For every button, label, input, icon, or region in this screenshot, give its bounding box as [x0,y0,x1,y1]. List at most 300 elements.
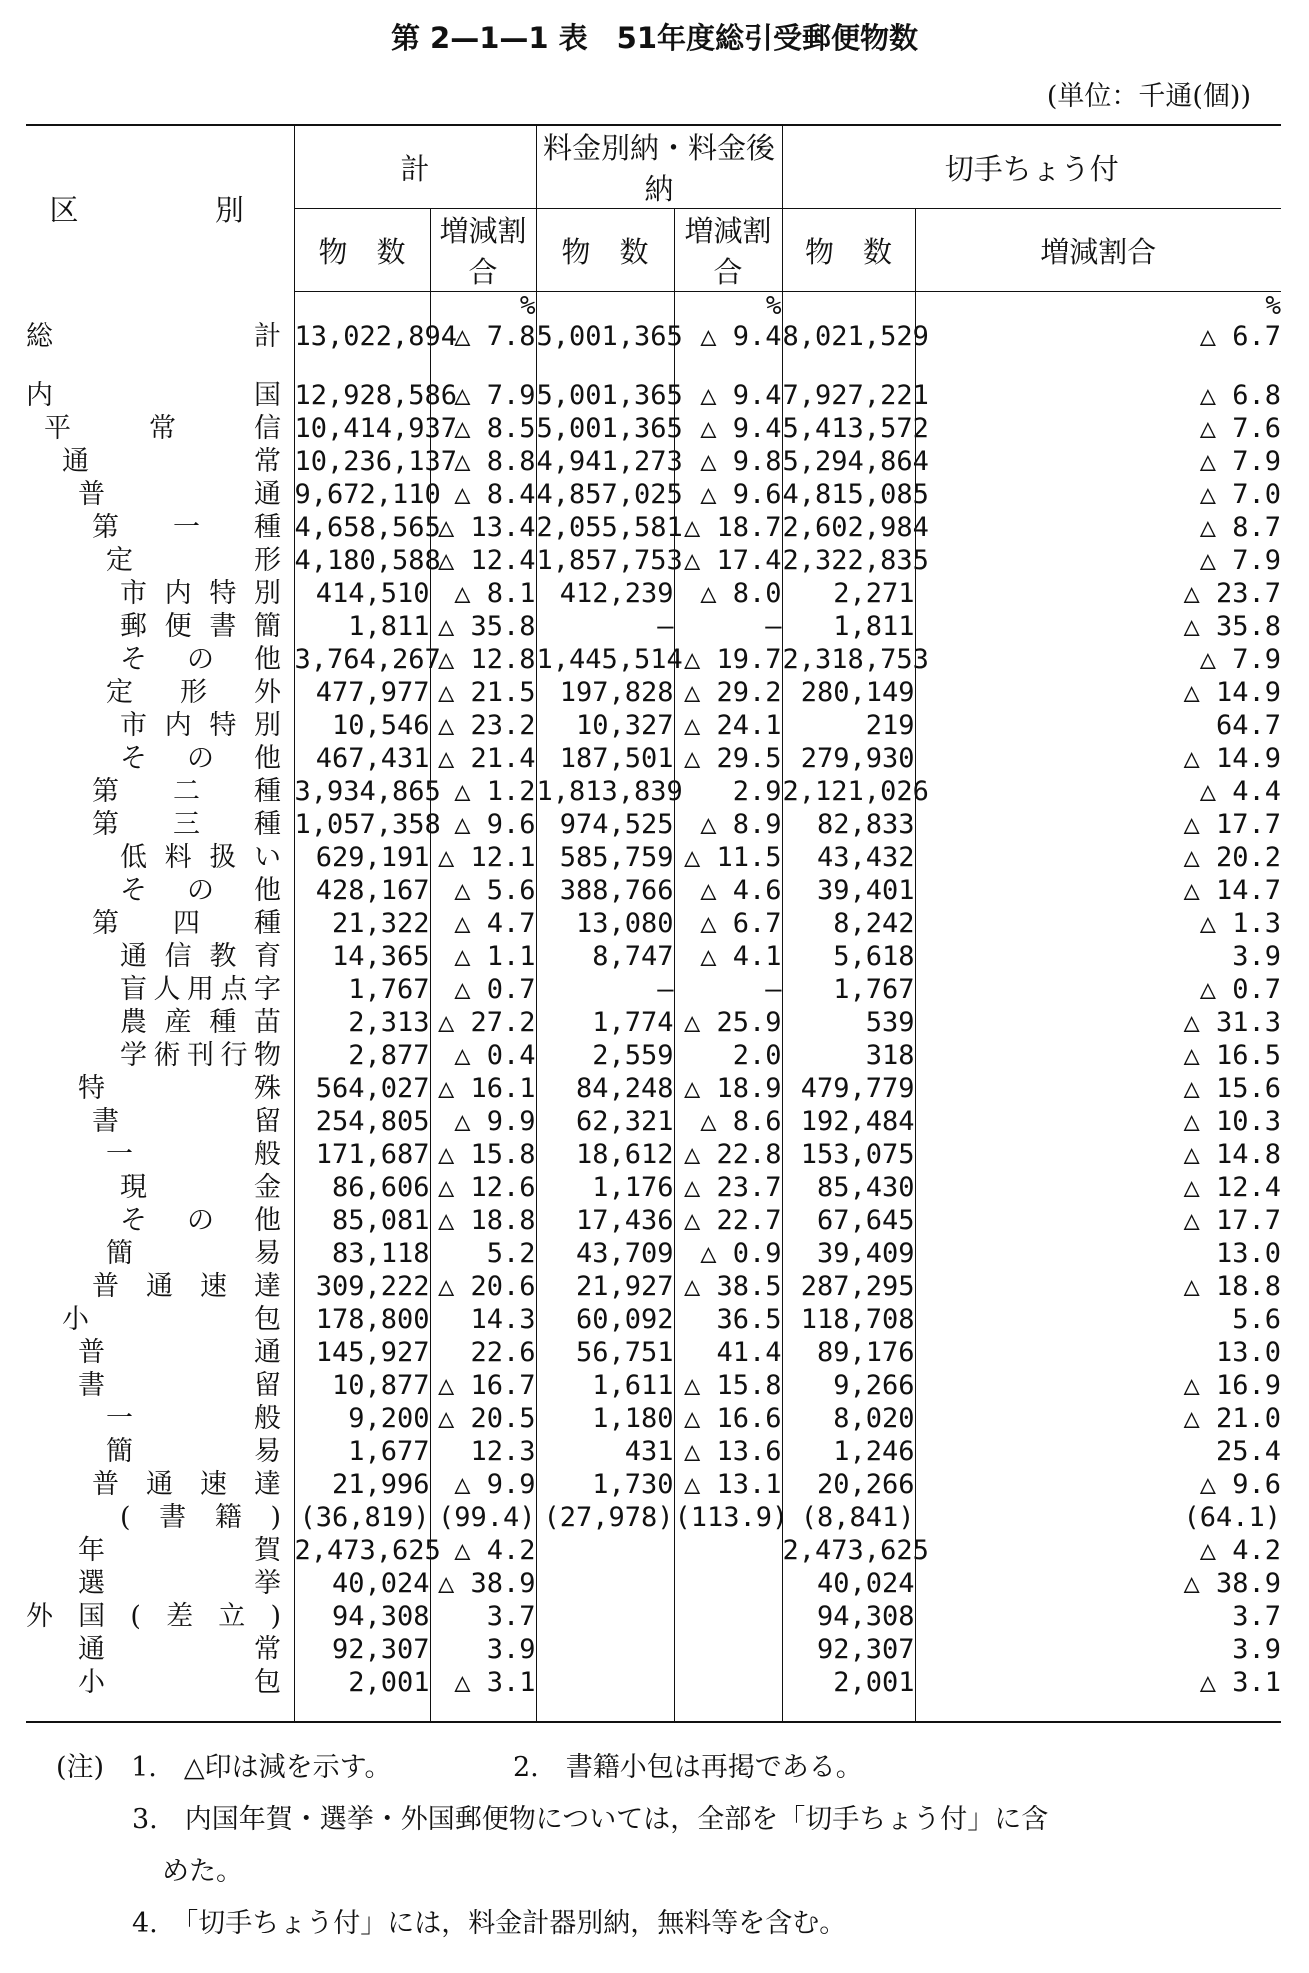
table-row [26,1039,1281,1072]
change-cell: △ 4.4 [915,775,1281,808]
change-cell: △ 18.8 [915,1270,1281,1303]
count-cell: 1,811 [782,610,915,643]
table-row [26,544,1281,577]
count-cell: 5,001,365 [536,380,683,411]
count-cell: 4,658,565 [294,512,441,543]
count-cell: 1,180 [536,1402,674,1435]
table-row [26,1204,1281,1237]
table-body [26,292,1281,1723]
count-cell: 94,308 [294,1600,430,1633]
change-cell: △ 23.7 [915,577,1281,610]
table-row [26,610,1281,643]
change-cell: △ 17.7 [915,1204,1281,1237]
row-label: その他 [120,875,281,906]
count-cell: 8,747 [536,940,674,973]
change-cell: △ 18.9 [674,1072,782,1105]
count-cell: 1,857,753 [536,545,683,576]
row-label: 第一種 [92,512,281,543]
count-cell: — [536,610,674,643]
count-cell: 12,928,586 [294,380,458,411]
count-cell: 94,308 [782,1600,915,1633]
count-cell: 85,081 [294,1204,430,1237]
percent-unit: % [674,292,782,321]
change-cell: △ 12.6 [430,1171,536,1204]
row-label: 特殊 [78,1073,281,1104]
change-cell: △ 38.9 [915,1567,1281,1600]
count-cell: 1,730 [536,1468,674,1501]
change-cell: △ 7.8 [430,320,536,353]
change-cell: 12.3 [430,1435,536,1468]
count-cell: 92,307 [782,1633,915,1666]
table-row [26,1633,1281,1666]
count-cell: — [536,973,674,1006]
change-cell: △ 0.4 [430,1039,536,1072]
change-cell: — [674,610,782,643]
count-cell: 9,200 [294,1402,430,1435]
count-cell: 414,510 [294,577,430,610]
row-label: 一般 [106,1403,281,1434]
change-cell: △ 6.7 [674,907,782,940]
change-cell: △ 14.9 [915,676,1281,709]
change-cell: △ 8.5 [430,412,536,445]
change-cell: △ 20.6 [430,1270,536,1303]
row-label: 市内特別 [120,578,281,609]
count-cell: 118,708 [782,1303,915,1336]
count-cell: 477,977 [294,676,430,709]
count-cell: 10,414,937 [294,413,458,444]
change-cell: 3.7 [430,1600,536,1633]
count-cell: 2,877 [294,1039,430,1072]
count-cell: 467,431 [294,742,430,775]
table-row [26,1336,1281,1369]
count-cell: 1,677 [294,1435,430,1468]
table-row [26,1138,1281,1171]
count-cell: 2,271 [782,577,915,610]
change-cell: (113.9) [674,1502,789,1533]
change-cell: △ 8.9 [674,808,782,841]
change-cell [674,1633,782,1666]
count-cell: 8,021,529 [782,321,929,352]
count-cell: 564,027 [294,1072,430,1105]
change-cell: △ 7.9 [915,445,1281,478]
note-3-cont: めた。 [162,1856,243,1887]
count-cell: 5,618 [782,940,915,973]
change-cell: △ 8.8 [430,445,536,478]
table-row [26,973,1281,1006]
table-row [26,709,1281,742]
change-cell: △ 22.8 [674,1138,782,1171]
count-cell: 479,779 [782,1072,915,1105]
count-cell: 4,941,273 [536,446,683,477]
table-row [26,1303,1281,1336]
count-cell: 10,236,137 [294,446,458,477]
count-cell: (8,841) [782,1501,915,1534]
percent-unit: % [430,292,536,321]
count-cell: 431 [536,1435,674,1468]
row-label: 低料扱い [120,842,281,873]
count-cell: 40,024 [782,1567,915,1600]
header-category: 区 別 [49,193,270,228]
change-cell: △ 13.4 [430,511,536,544]
change-cell: △ 1.3 [915,907,1281,940]
row-label: 通信教育 [120,941,281,972]
change-cell: 13.0 [915,1237,1281,1270]
change-cell [674,1534,782,1567]
header-count: 物 数 [536,209,674,292]
count-cell: 287,295 [782,1270,915,1303]
table-title: 第 2—1—1 表 51年度総引受郵便物数 [390,21,919,55]
count-cell [536,1666,674,1699]
count-cell: 17,436 [536,1204,674,1237]
change-cell: △ 5.6 [430,874,536,907]
count-cell: 388,766 [536,874,674,907]
table-row [26,1435,1281,1468]
count-cell: 43,709 [536,1237,674,1270]
table-row [26,643,1281,676]
count-cell: 21,322 [294,907,430,940]
change-cell: △ 0.9 [674,1237,782,1270]
count-cell: 219 [782,709,915,742]
count-cell: 8,242 [782,907,915,940]
count-cell: 2,473,625 [294,1535,441,1566]
header-change: 増減割合 [915,209,1281,292]
change-cell: △ 3.1 [915,1666,1281,1699]
count-cell: 1,811 [294,610,430,643]
count-cell: 9,266 [782,1369,915,1402]
count-cell: 43,432 [782,841,915,874]
change-cell: △ 13.1 [674,1468,782,1501]
table-row [26,907,1281,940]
row-label: 市内特別 [120,710,281,741]
table-row [26,1600,1281,1633]
count-cell: 21,996 [294,1468,430,1501]
change-cell: △ 13.6 [674,1435,782,1468]
change-cell: △ 21.4 [430,742,536,775]
header-total: 計 [294,125,536,209]
count-cell: 2,473,625 [782,1535,929,1566]
table-row [26,478,1281,511]
change-cell: △ 3.1 [430,1666,536,1699]
change-cell: △ 12.4 [430,544,536,577]
table-row [26,412,1281,445]
row-label: 普通 [78,479,281,510]
count-cell: 85,430 [782,1171,915,1204]
count-cell [536,1633,674,1666]
notes-prefix: (注) [56,1752,105,1783]
count-cell [536,1567,674,1600]
change-cell: △ 18.7 [674,511,782,544]
row-label: 定形 [106,545,281,576]
change-cell: △ 4.2 [915,1534,1281,1567]
notes [56,1742,1286,1950]
change-cell: △ 7.9 [915,643,1281,676]
change-cell: △ 15.8 [674,1369,782,1402]
count-cell: 1,813,839 [536,776,683,807]
change-cell: △ 4.1 [674,940,782,973]
change-cell: △ 12.8 [430,643,536,676]
count-cell [536,1534,674,1567]
count-cell: 1,767 [294,973,430,1006]
count-cell: 2,001 [294,1666,430,1699]
note-3: 3. 内国年賀・選挙・外国郵便物については，全部を「切手ちょう付」に含 [132,1804,1049,1835]
count-cell: 197,828 [536,676,674,709]
change-cell: 13.0 [915,1336,1281,1369]
row-label: 定形外 [106,677,281,708]
table-row [26,874,1281,907]
table-row [26,511,1281,544]
count-cell: 974,525 [536,808,674,841]
count-cell: (36,819) [294,1501,430,1534]
table-row [26,577,1281,610]
header-stamped: 切手ちょう付 [782,125,1281,209]
row-label: 一般 [106,1139,281,1170]
count-cell: 5,001,365 [536,413,683,444]
table-row [26,1270,1281,1303]
count-cell: 82,833 [782,808,915,841]
count-cell: 39,409 [782,1237,915,1270]
change-cell: △ 4.6 [674,874,782,907]
change-cell: △ 10.3 [915,1105,1281,1138]
count-cell: 2,313 [294,1006,430,1039]
change-cell: △ 1.2 [430,775,536,808]
count-cell: 5,001,365 [536,321,683,352]
change-cell: △ 11.5 [674,841,782,874]
change-cell: △ 29.2 [674,676,782,709]
count-cell: 2,055,581 [536,512,683,543]
change-cell: △ 14.7 [915,874,1281,907]
count-cell: 62,321 [536,1105,674,1138]
change-cell: △ 4.7 [430,907,536,940]
count-cell: (27,978) [536,1501,674,1534]
row-label: 普通速達 [92,1271,281,1302]
change-cell: △ 7.9 [430,379,536,412]
change-cell: △ 7.0 [915,478,1281,511]
row-label: 農産種苗 [120,1007,281,1038]
table-row [26,1567,1281,1600]
change-cell: △ 9.8 [674,445,782,478]
change-cell: △ 0.7 [430,973,536,1006]
count-cell: 84,248 [536,1072,674,1105]
count-cell: 585,759 [536,841,674,874]
change-cell: △ 35.8 [915,610,1281,643]
change-cell: 41.4 [674,1336,782,1369]
change-cell: △ 18.8 [430,1204,536,1237]
count-cell: 2,121,026 [782,776,929,807]
count-cell: 145,927 [294,1336,430,1369]
change-cell: △ 8.1 [430,577,536,610]
change-cell: 5.2 [430,1237,536,1270]
change-cell: △ 8.0 [674,577,782,610]
count-cell: 67,645 [782,1204,915,1237]
change-cell: △ 1.1 [430,940,536,973]
count-cell: 89,176 [782,1336,915,1369]
row-label: 平常信 [44,413,281,444]
header-count: 物 数 [294,209,430,292]
count-cell: 1,445,514 [536,644,683,675]
count-cell: 2,322,835 [782,545,929,576]
change-cell: △ 16.6 [674,1402,782,1435]
change-cell: △ 15.6 [915,1072,1281,1105]
change-cell: △ 16.5 [915,1039,1281,1072]
change-cell: △ 15.8 [430,1138,536,1171]
change-cell: △ 9.4 [674,412,782,445]
table-row [26,742,1281,775]
change-cell: △ 27.2 [430,1006,536,1039]
count-cell: 3,764,267 [294,644,441,675]
row-label: 通常 [78,1634,281,1665]
count-cell: 309,222 [294,1270,430,1303]
count-cell: 20,266 [782,1468,915,1501]
change-cell: △ 8.4 [430,478,536,511]
change-cell: △ 25.9 [674,1006,782,1039]
row-label: 簡易 [106,1238,281,1269]
count-cell: 8,020 [782,1402,915,1435]
change-cell: △ 9.6 [430,808,536,841]
note-4: 4. 「切手ちょう付」には，料金計器別納，無料等を含む。 [132,1908,847,1939]
change-cell: 3.9 [430,1633,536,1666]
change-cell: △ 9.4 [674,379,782,412]
table-row [26,775,1281,808]
count-cell: 10,327 [536,709,674,742]
change-cell: △ 19.7 [674,643,782,676]
table-row [26,1369,1281,1402]
count-cell: 10,877 [294,1369,430,1402]
count-cell: 1,774 [536,1006,674,1039]
change-cell: 3.9 [915,940,1281,973]
row-label: 郵便書簡 [120,611,281,642]
change-cell: △ 31.3 [915,1006,1281,1039]
table-row [26,1237,1281,1270]
table-row [26,940,1281,973]
change-cell: △ 16.1 [430,1072,536,1105]
change-cell: △ 9.4 [674,320,782,353]
change-cell: △ 7.9 [915,544,1281,577]
count-cell: 1,767 [782,973,915,1006]
change-cell: — [674,973,782,1006]
row-label: 普通 [78,1337,281,1368]
count-cell: 13,080 [536,907,674,940]
row-label: 総計 [26,321,281,352]
count-cell: 5,413,572 [782,413,929,444]
change-cell: 22.6 [430,1336,536,1369]
row-label: その他 [120,743,281,774]
count-cell: 56,751 [536,1336,674,1369]
table-row [26,1171,1281,1204]
change-cell: (99.4) [430,1501,536,1534]
count-cell: 9,672,110 [294,479,441,510]
table-row [26,1105,1281,1138]
count-cell: 2,001 [782,1666,915,1699]
change-cell: △ 9.6 [674,478,782,511]
note-2: 2. 書籍小包は再掲である。 [512,1752,863,1783]
change-cell: △ 6.7 [915,320,1281,353]
row-label: 通常 [62,446,281,477]
change-cell: △ 38.9 [430,1567,536,1600]
change-cell: 36.5 [674,1303,782,1336]
count-cell: 10,546 [294,709,430,742]
change-cell: △ 9.9 [430,1105,536,1138]
table-row [26,1534,1281,1567]
count-cell: 60,092 [536,1303,674,1336]
row-label: 簡易 [106,1436,281,1467]
change-cell: △ 29.5 [674,742,782,775]
row-label: 内国 [26,380,281,411]
count-cell: 13,022,894 [294,321,458,352]
change-cell: △ 20.5 [430,1402,536,1435]
count-cell: 279,930 [782,742,915,775]
change-cell: △ 4.2 [430,1534,536,1567]
change-cell: △ 21.5 [430,676,536,709]
table-row [26,445,1281,478]
row-label: 普通速達 [92,1469,281,1500]
row-label: 第四種 [92,908,281,939]
count-cell: 21,927 [536,1270,674,1303]
count-cell: 7,927,221 [782,380,929,411]
header-separate-payment: 料金別納・料金後納 [536,125,782,209]
count-cell: 4,815,085 [782,479,929,510]
row-label: 小包 [78,1667,281,1698]
count-cell: 4,180,588 [294,545,441,576]
count-cell: 192,484 [782,1105,915,1138]
count-cell: 5,294,864 [782,446,929,477]
count-cell: 14,365 [294,940,430,973]
change-cell: 2.0 [674,1039,782,1072]
table-row [26,676,1281,709]
change-cell: △ 12.1 [430,841,536,874]
table-row [26,1072,1281,1105]
table-row [26,841,1281,874]
change-cell: △ 6.8 [915,379,1281,412]
change-cell: △ 22.7 [674,1204,782,1237]
row-label: 書留 [78,1370,281,1401]
row-label: 選挙 [78,1568,281,1599]
count-cell: 2,602,984 [782,512,929,543]
change-cell: 3.7 [915,1600,1281,1633]
count-cell: 39,401 [782,874,915,907]
percent-unit: % [915,292,1281,321]
change-cell: 3.9 [915,1633,1281,1666]
count-cell [536,1600,674,1633]
row-label: その他 [120,644,281,675]
count-cell: 1,057,358 [294,809,441,840]
header-count: 物 数 [782,209,915,292]
count-cell: 2,318,753 [782,644,929,675]
change-cell: 64.7 [915,709,1281,742]
unit-label: (単位：千通(個)) [1046,81,1251,112]
change-cell: △ 20.2 [915,841,1281,874]
table-row [26,1501,1281,1534]
table-row [26,1666,1281,1699]
change-cell [674,1600,782,1633]
count-cell: 4,857,025 [536,479,683,510]
change-cell [674,1666,782,1699]
count-cell: 83,118 [294,1237,430,1270]
count-cell: 86,606 [294,1171,430,1204]
count-cell: 1,176 [536,1171,674,1204]
change-cell: △ 16.7 [430,1369,536,1402]
count-cell: 539 [782,1006,915,1039]
change-cell [674,1567,782,1600]
row-label: 盲人用点字 [120,974,281,1005]
change-cell: △ 23.7 [674,1171,782,1204]
count-cell: 178,800 [294,1303,430,1336]
count-cell: 280,149 [782,676,915,709]
table-row [26,1468,1281,1501]
table-row [26,1006,1281,1039]
row-label: 年賀 [78,1535,281,1566]
change-cell: △ 14.9 [915,742,1281,775]
row-label: 現金 [120,1172,281,1203]
